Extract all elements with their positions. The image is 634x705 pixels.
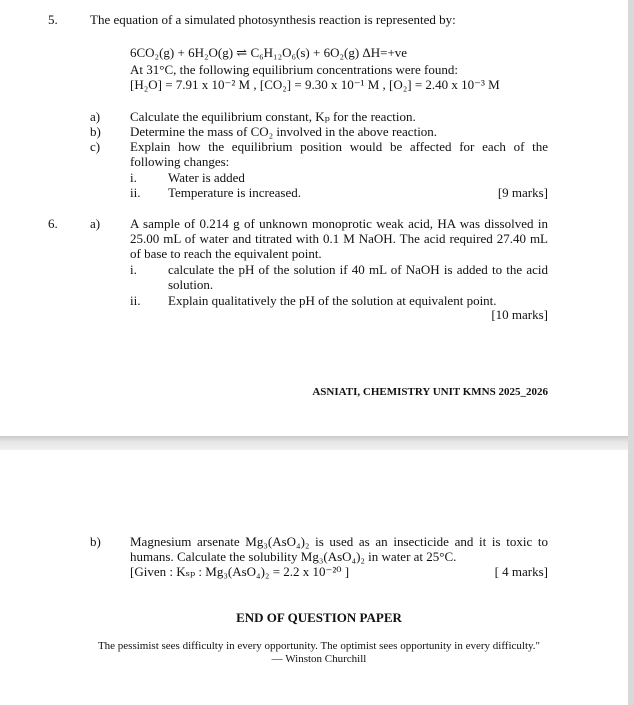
q5-concentrations: [H₂O] = 7.91 x 10⁻² M , [CO₂] = 9.30 x 10⁻¹ M , [O₂] = 2.40 x 10⁻³ M — [130, 77, 500, 92]
quote-author: — Winston Churchill — [271, 653, 367, 665]
q5-part-b-label: b) — [90, 124, 101, 139]
scrollbar-track[interactable] — [628, 0, 634, 705]
q5-number: 5. — [48, 12, 58, 27]
q5-part-a-label: a) — [90, 109, 101, 124]
q5-sub-ii-label: ii. — [130, 185, 141, 200]
closing-quote: The pessimist sees difficulty in every opportunity. The optimist sees opportunity in every difficulty." — [97, 640, 541, 652]
q5-part-a-text: Calculate the equilibrium constant, Kₚ for the reaction. — [130, 109, 416, 124]
q5-sub-i-label: i. — [130, 170, 137, 185]
q6-part-a-text: A sample of 0.214 g of unknown monoprotic weak acid, HA was dissolved in 25.00 mL of water and titrated with 0.1 M NaOH. The acid required 27.40 mL of base to reach the equivalent point. — [130, 216, 548, 261]
q5-intro: The equation of a simulated photosynthesis reaction is represented by: — [90, 12, 456, 27]
q6-part-b-given: [Given : Kₛₚ : Mg₃(AsO₄)₂ = 2.2 x 10⁻²⁰ ] — [130, 564, 350, 579]
page-footer: ASNIATI, CHEMISTRY UNIT KMNS 2025_2026 — [312, 386, 548, 398]
q6-sub-i-label: i. — [130, 262, 137, 277]
q6-marks-b: [ 4 marks] — [494, 564, 548, 579]
end-of-paper: END OF QUESTION PAPER — [236, 610, 402, 625]
q6-part-b-label: b) — [90, 534, 101, 549]
q5-marks: [9 marks] — [497, 185, 548, 200]
q5-equation: 6CO₂(g) + 6H₂O(g) ⇌ C₆H₁₂O₆(s) + 6O₂(g) ΔH=+ve — [130, 45, 408, 60]
q5-part-c-label: c) — [90, 139, 101, 154]
q5-conditions: At 31°C, the following equilibrium concentrations were found: — [130, 62, 458, 77]
q6-sub-ii-label: ii. — [130, 293, 141, 308]
q6-sub-i-text: calculate the pH of the solution if 40 mL of NaOH is added to the acid solution. — [168, 262, 548, 292]
q5-sub-i-text: Water is added — [168, 170, 245, 185]
q5-part-c-text: Explain how the equilibrium position would be affected for each of the following changes: — [130, 139, 548, 169]
q6-part-a-label: a) — [90, 216, 101, 231]
q6-number: 6. — [48, 216, 58, 231]
q6-sub-ii-text: Explain qualitatively the pH of the solution at equivalent point. — [168, 293, 497, 308]
q5-part-b-text: Determine the mass of CO₂ involved in the above reaction. — [130, 124, 438, 139]
q6-marks-a: [10 marks] — [491, 307, 548, 322]
q5-sub-ii-text: Temperature is increased. — [168, 185, 301, 200]
q6-part-b-text: Magnesium arsenate Mg₃(AsO₄)₂ is used as an insecticide and it is toxic to humans. Calculate the solubility Mg₃(AsO₄)₂ in water at 25°C. — [130, 534, 548, 564]
page-separator — [0, 436, 634, 450]
page-2 — [0, 450, 628, 705]
